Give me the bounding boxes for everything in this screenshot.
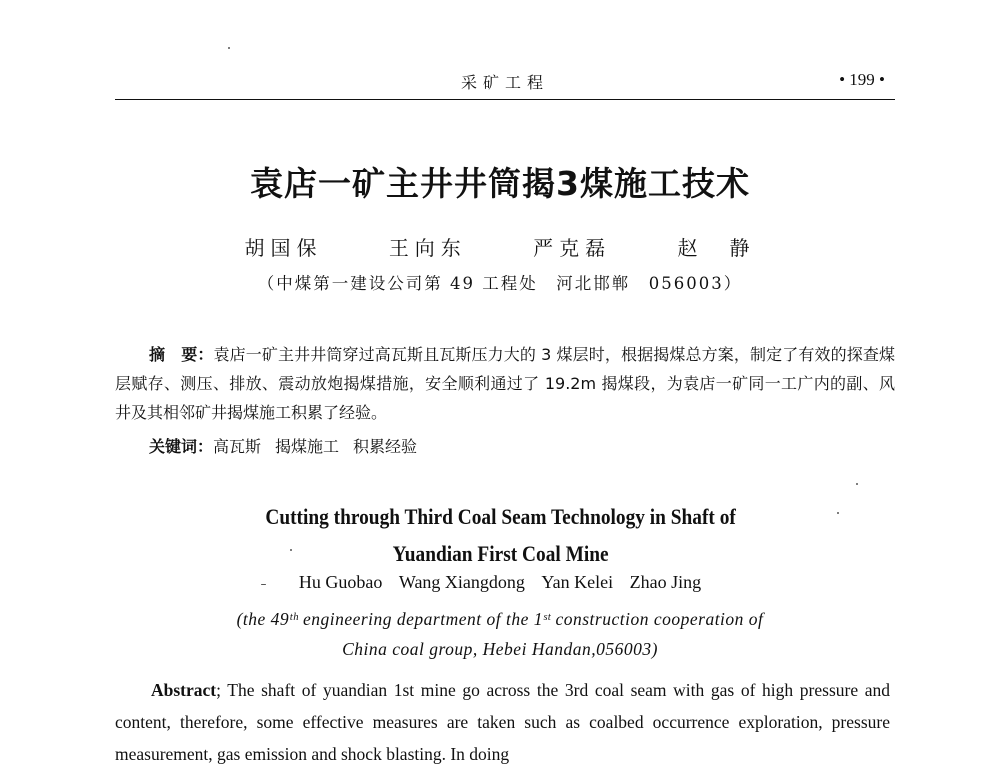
scan-speck [228,47,230,49]
abstract-en-label: Abstract [151,680,217,700]
section-title: 采矿工程 [460,73,549,92]
abstract-chinese [115,340,895,427]
authors-chinese [0,232,1000,261]
abstract-en-text: ; The shaft of yuandian 1st mine go across the 3rd coal seam with gas of high pressure and content, therefore, some effective measures are taken such as coalbed occurrence exploration, pressure measurement, gas emission and shock blasting. In doing [115,680,890,764]
scan-speck [856,483,858,485]
author-en-1: Hu Guobao [298,572,383,592]
affiliation-en-line-1: (the 49ᵗʰ engineering department of the 1ˢᵗ construction cooperation of [236,609,764,629]
abstract-english [115,674,890,770]
affiliation-chinese: （中煤第一建设公司第 49 工程处 河北邯郸 056003） [257,274,743,293]
author-cn-2: 王向东 [388,236,467,260]
scan-speck [837,512,839,514]
affiliation-en-line-2: China coal group, Hebei Handan,056003) [342,639,658,659]
author-en-3: Yan Kelei [541,572,614,592]
scan-speck [261,584,266,585]
author-en-2: Wang Xiangdong [398,572,525,592]
header-rule [115,99,895,100]
abstract-cn-text: 袁店一矿主井井筒穿过高瓦斯且瓦斯压力大的 3 煤层时，根据揭煤总方案，制定了有效的探查煤层赋存、测压、排放、震动放炮揭煤措施，安全顺利通过了 19.2m 揭煤段，为袁店一矿同一工广内的副、风井及其相邻矿井揭煤施工积累了经验。 [115,345,895,422]
title-en-line-1: Cutting through Third Coal Seam Technology in Shaft of [265,504,736,529]
author-cn-1: 胡国保 [244,236,323,260]
abstract-cn-label: 摘 要： [149,345,214,364]
page-number: • 199 • [839,70,885,89]
title-en-line-2: Yuandian First Coal Mine [392,541,609,566]
affiliation-english [0,604,1000,664]
authors-english [0,572,1000,593]
author-cn-4: 赵 静 [677,236,756,260]
title-english [61,498,941,572]
author-cn-3: 严克磊 [533,236,612,260]
scan-speck [290,549,292,551]
keyword-cn-2: 揭煤施工 [275,437,340,456]
running-head [115,70,895,96]
title-chinese: 袁店一矿主井井筒揭3煤施工技术 [250,164,750,203]
author-en-4: Zhao Jing [629,572,702,592]
keywords-cn-label: 关键词： [149,437,214,456]
keywords-chinese [149,434,431,457]
keyword-cn-3: 积累经验 [353,437,418,456]
keyword-cn-1: 高瓦斯 [213,437,262,456]
